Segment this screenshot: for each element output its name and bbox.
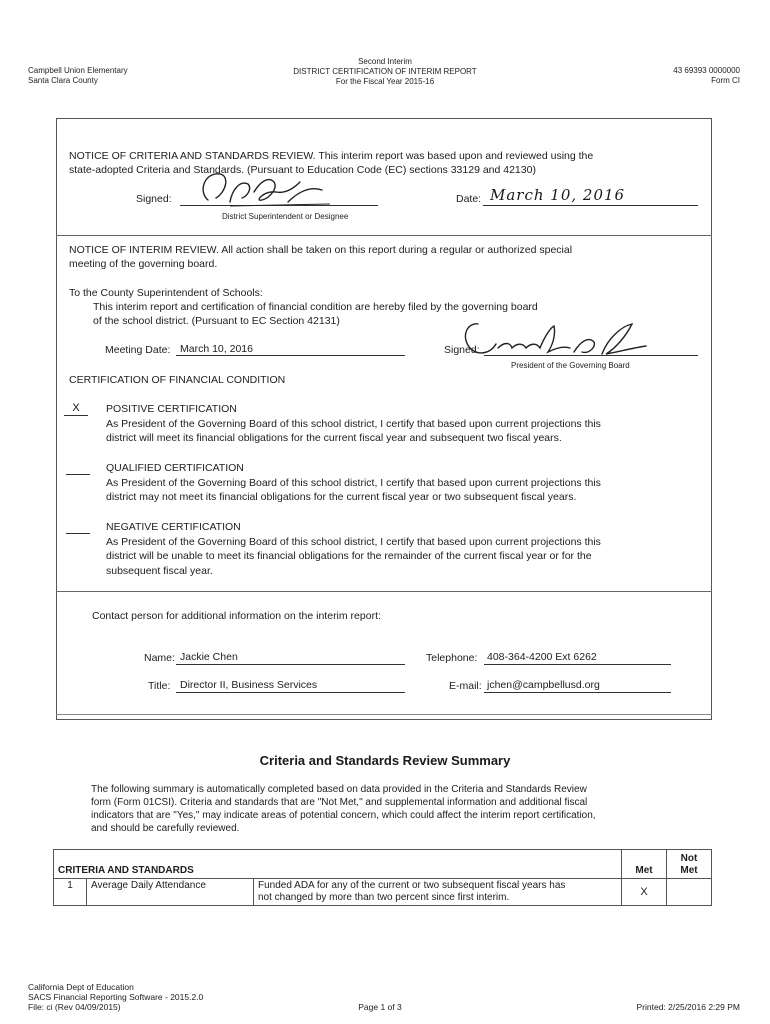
summary-paragraph-line-1: The following summary is automatically completed based on data provided in the Criteria and Standards Review	[91, 784, 587, 795]
positive-certification-blank	[64, 415, 88, 416]
positive-certification-title: POSITIVE CERTIFICATION	[106, 403, 237, 415]
certification-heading: CERTIFICATION OF FINANCIAL CONDITION	[69, 374, 286, 386]
criterion-met-cell: X	[622, 879, 667, 906]
footer-agency: California Dept of Education	[28, 982, 134, 992]
criterion-description-line-1: Funded ADA for any of the current or two subsequent fiscal years has	[258, 880, 566, 891]
criteria-summary-table	[53, 849, 712, 906]
filing-text-line-2: of the school district. (Pursuant to EC Section 42131)	[93, 315, 340, 327]
board-president-signature	[456, 318, 656, 364]
superintendent-signature	[190, 162, 340, 210]
criteria-header-label: CRITERIA AND STANDARDS	[58, 865, 194, 876]
meeting-date-value: March 10, 2016	[180, 343, 253, 355]
positive-certification-text-2: district will meet its financial obligations for the current fiscal year and subsequent two fiscal years.	[106, 432, 562, 444]
section-divider	[56, 591, 712, 592]
not-met-header-label-2: Met	[680, 865, 698, 876]
contact-intro: Contact person for additional information on the interim report:	[92, 610, 381, 622]
contact-title-line	[176, 692, 405, 693]
page-number: Page 1 of 3	[358, 1002, 402, 1012]
criteria-table-header-row	[54, 850, 712, 879]
meeting-date-label: Meeting Date:	[105, 344, 171, 356]
date-line	[483, 205, 698, 206]
contact-name-value: Jackie Chen	[180, 651, 238, 663]
contact-title-label: Title:	[148, 680, 171, 692]
criteria-notice-line-2: state-adopted Criteria and Standards. (Pursuant to Education Code (EC) sections 33129 and 42130)	[69, 164, 536, 176]
criterion-description	[254, 879, 622, 906]
county-name: Santa Clara County	[28, 76, 98, 85]
positive-certification-text-1: As President of the Governing Board of this school district, I certify that based upon current projections this	[106, 418, 601, 430]
contact-name-label: Name:	[144, 652, 175, 664]
negative-certification-title: NEGATIVE CERTIFICATION	[106, 521, 241, 533]
interim-notice-line-1: NOTICE OF INTERIM REVIEW. All action shall be taken on this report during a regular or authorized special	[69, 244, 573, 256]
date-label: Date:	[456, 193, 482, 205]
contact-telephone-value: 408-364-4200 Ext 6262	[487, 651, 597, 663]
criteria-header-cell	[54, 850, 622, 879]
criterion-number: 1	[54, 879, 87, 906]
report-stage: Second Interim	[358, 57, 412, 66]
contact-telephone-line	[484, 664, 671, 665]
fiscal-year: For the Fiscal Year 2015-16	[335, 77, 435, 86]
qualified-certification-title: QUALIFIED CERTIFICATION	[106, 462, 244, 474]
contact-email-label: E-mail:	[449, 680, 482, 692]
qualified-certification-blank	[66, 474, 90, 475]
summary-paragraph-line-3: indicators that are "Yes," may indicate areas of potential concern, which could affect the interim report certification,	[91, 810, 596, 821]
box-bottom-rule	[56, 714, 712, 715]
contact-title-value: Director II, Business Services	[180, 679, 318, 691]
superintendent-signed-label: Signed:	[136, 193, 172, 205]
criterion-description-line-2: not changed by more than two percent since first interim.	[258, 892, 510, 903]
county-superintendent-greeting: To the County Superintendent of Schools:	[69, 287, 263, 299]
table-row	[54, 879, 712, 906]
qualified-certification-text-1: As President of the Governing Board of this school district, I certify that based upon current projections this	[106, 477, 601, 489]
negative-certification-text-2: district will be unable to meet its financial obligations for the remainder of the current fiscal year or for the	[106, 550, 592, 562]
superintendent-caption: District Superintendent or Designee	[222, 212, 349, 221]
summary-paragraph-line-4: and should be carefully reviewed.	[91, 823, 240, 834]
footer-software: SACS Financial Reporting Software - 2015.2.0	[28, 992, 204, 1002]
contact-email-line	[484, 692, 671, 693]
district-name: Campbell Union Elementary	[28, 66, 128, 75]
positive-certification-mark: X	[72, 402, 80, 414]
not-met-header-label-1: Not	[680, 853, 698, 864]
form-code: Form CI	[711, 76, 740, 85]
negative-certification-text-1: As President of the Governing Board of this school district, I certify that based upon current projections this	[106, 536, 601, 548]
contact-telephone-label: Telephone:	[426, 652, 478, 664]
board-signed-label: Signed:	[444, 344, 480, 356]
printed-timestamp: Printed: 2/25/2016 2:29 PM	[636, 1002, 740, 1012]
negative-certification-blank	[66, 533, 90, 534]
criterion-not-met-cell	[667, 879, 712, 906]
negative-certification-text-3: subsequent fiscal year.	[106, 565, 213, 577]
summary-paragraph-line-2: form (Form 01CSI). Criteria and standards that are "Not Met," and supplemental information and additional fiscal	[91, 797, 588, 808]
filing-text-line-1: This interim report and certification of financial condition are hereby filed by the governing board	[93, 301, 538, 313]
criteria-notice-line-1: NOTICE OF CRITERIA AND STANDARDS REVIEW. This interim report was based upon and reviewed using the	[69, 150, 594, 162]
met-header-cell	[622, 850, 667, 879]
report-title: DISTRICT CERTIFICATION OF INTERIM REPORT	[293, 67, 477, 76]
interim-notice-line-2: meeting of the governing board.	[69, 258, 218, 270]
met-header-label: Met	[635, 865, 653, 876]
qualified-certification-text-2: district may not meet its financial obligations for the current fiscal year or two subsequent fiscal years.	[106, 491, 577, 503]
criterion-name: Average Daily Attendance	[87, 879, 254, 906]
section-divider	[56, 235, 712, 236]
contact-email-value: jchen@campbellusd.org	[487, 679, 600, 691]
not-met-header-cell	[667, 850, 712, 879]
summary-title: Criteria and Standards Review Summary	[259, 753, 511, 768]
handwritten-date: March 10, 2016	[490, 186, 626, 204]
footer-file: File: ci (Rev 04/09/2015)	[28, 1002, 121, 1012]
board-president-caption: President of the Governing Board	[511, 361, 630, 370]
contact-name-line	[176, 664, 405, 665]
cds-code: 43 69393 0000000	[673, 66, 740, 75]
